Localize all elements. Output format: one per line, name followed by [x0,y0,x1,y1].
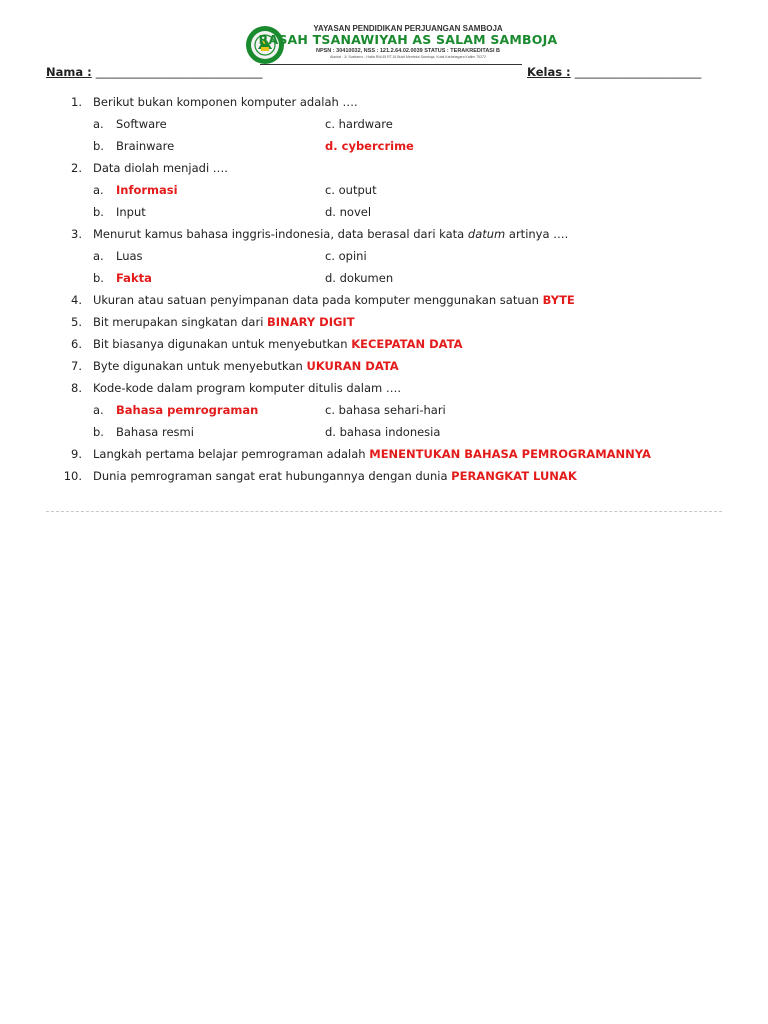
foundation-name: YAYASAN PENDIDIKAN PERJUANGAN SAMBOJA [313,24,503,33]
question-text: Dunia pemrograman sangat erat hubungannya dengan dunia PERANGKAT LUNAK [93,469,577,483]
answer-text: BINARY DIGIT [267,315,355,329]
answer-text: PERANGKAT LUNAK [451,469,577,483]
question-text: Ukuran atau satuan penyimpanan data pada komputer menggunakan satuan BYTE [93,293,575,307]
option-3b: b. [93,271,104,285]
answer-text: MENENTUKAN BAHASA PEMROGRAMANNYA [369,447,651,461]
option-2a-answer: Informasi [116,183,178,197]
question-text: Langkah pertama belajar pemrograman adalah MENENTUKAN BAHASA PEMROGRAMANNYA [93,447,651,461]
option-1b-text: Brainware [116,139,175,153]
option-2a: a. [93,183,104,197]
question-text: Menurut kamus bahasa inggris-indonesia, data berasal dari kata datum artinya …. [93,227,569,241]
page-break-divider [46,511,722,512]
question-text: Bit merupakan singkatan dari BINARY DIGIT [93,315,355,329]
kelas-label: Kelas : [527,65,571,79]
option-8d: d. bahasa indonesia [325,425,441,439]
question-text: Kode-kode dalam program komputer ditulis dalam …. [93,381,402,395]
school-address: Alamat : Jl. Soekarno - Hatta RW.45 RT.15 Bukit Merdeka Samboja, Kutai Kartanegara Kaltim 75272 [330,55,486,59]
option-3b-answer: Fakta [116,271,152,285]
kelas-field[interactable] [527,65,701,79]
nama-label: Nama : [46,65,92,79]
nama-blank: _____________________________ [95,65,263,79]
school-ids: NPSN : 30410032, NSS : 121.2.64.02.0039 STATUS : TERAKREDITASI B [315,48,500,54]
option-2d: d. novel [325,205,372,219]
option-3a: a. [93,249,104,263]
option-3d: d. dokumen [325,271,394,285]
answer-text: UKURAN DATA [306,359,399,373]
answer-text: BYTE [542,293,575,307]
option-8c: c. bahasa sehari-hari [325,403,446,417]
nama-field[interactable] [46,65,263,79]
option-1d-answer: d. cybercrime [325,139,414,153]
option-1c: c. hardware [325,117,393,131]
option-8a: a. [93,403,104,417]
school-name: RASAH TSANAWIYAH AS SALAM SAMBOJA [258,32,558,47]
answer-text: KECEPATAN DATA [351,337,463,351]
option-8b: b. [93,425,104,439]
option-8b-text: Bahasa resmi [116,425,194,439]
option-1b: b. [93,139,104,153]
question-text: Data diolah menjadi …. [93,161,228,175]
option-2b: b. [93,205,104,219]
option-2b-text: Input [116,205,146,219]
question-text: Byte digunakan untuk menyebutkan UKURAN DATA [93,359,399,373]
option-3a-text: Luas [116,249,143,263]
option-1a-text: Software [116,117,167,131]
kelas-blank: ______________________ [574,65,702,79]
option-1a: a. [93,117,104,131]
option-3c: c. opini [325,249,367,263]
letterhead [0,22,768,66]
question-text: Berikut bukan komponen komputer adalah …. [93,95,358,109]
question-number: 1. [71,95,82,109]
option-2c: c. output [325,183,377,197]
question-text: Bit biasanya digunakan untuk menyebutkan KECEPATAN DATA [93,337,463,351]
student-info-row [46,65,726,81]
option-8a-answer: Bahasa pemrograman [116,403,259,417]
